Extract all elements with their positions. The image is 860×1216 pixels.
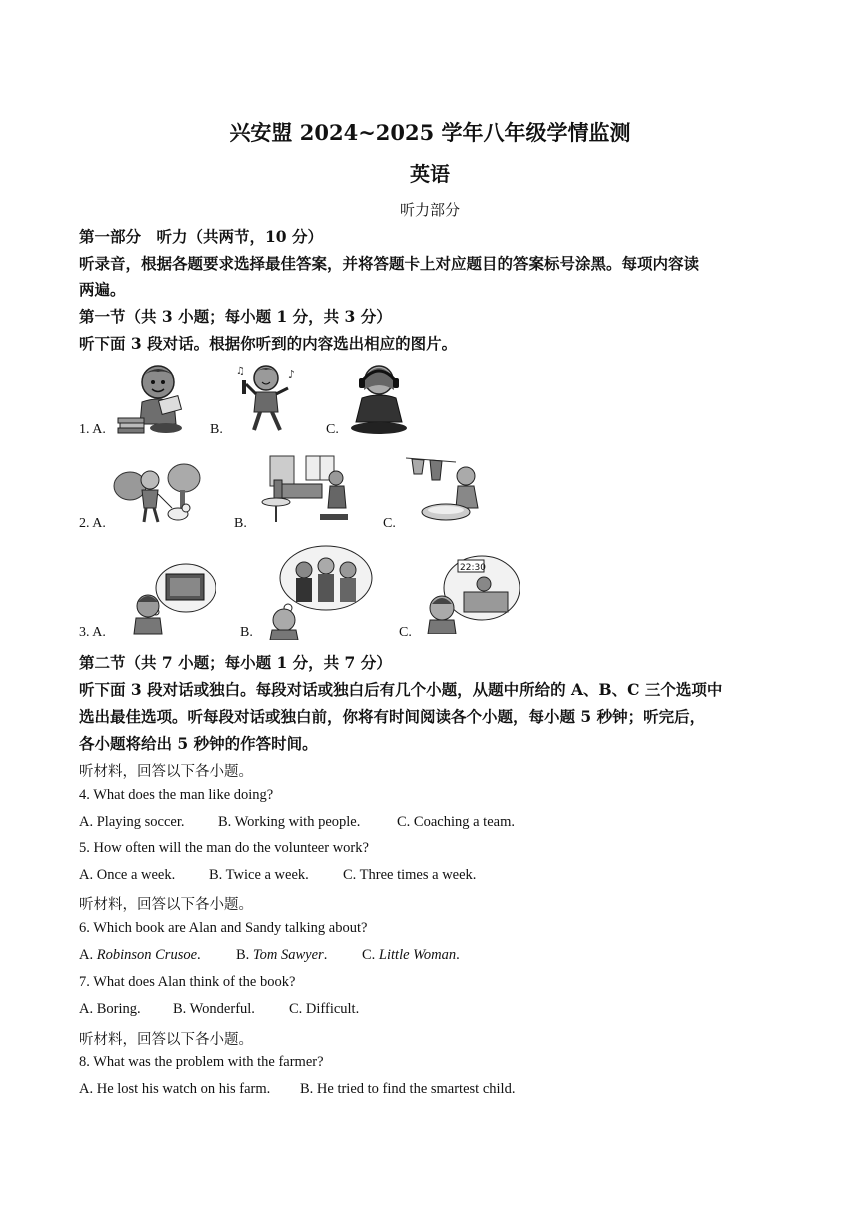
q6-option-b-period: . xyxy=(323,947,328,963)
girl-washing-clothes-picture[interactable] xyxy=(406,452,488,526)
subject-title: 英语 xyxy=(410,162,450,186)
part1-instruction-line2: 两遍。 xyxy=(79,280,126,299)
boy-singing-picture[interactable] xyxy=(232,362,304,434)
q6-option-a-title: Robinson Crusoe xyxy=(96,947,198,963)
section2-instruction-line1: 听下面 3 段对话或独白。每段对话或独白后有几个小题，从题中所给的 A、B、C 三个选项中 xyxy=(79,680,723,699)
girl-walking-dog-picture[interactable] xyxy=(112,456,202,526)
section2-instruction-line3: 各小题将给出 5 秒钟的作答时间。 xyxy=(79,734,318,753)
q7-option-c[interactable]: C. Difficult. xyxy=(289,1001,360,1017)
page-title: 兴安盟 2024~2025 学年八年级学情监测 xyxy=(229,120,631,145)
part1-instruction-line1: 听录音，根据各题要求选择最佳答案，并将答题卡上对应题目的答案标号涂黑。每项内容读 xyxy=(79,254,700,273)
q2-label-a: 2. A. xyxy=(79,516,106,531)
girl-cleaning-room-picture[interactable] xyxy=(256,454,356,526)
q5-stem: 5. How often will the man do the volunteer work? xyxy=(79,840,369,856)
material-prompt-3: 听材料，回答以下各小题。 xyxy=(79,1032,253,1048)
q2-label-b: B. xyxy=(234,516,247,531)
q5-option-a[interactable]: A. Once a week. xyxy=(79,867,176,883)
q5-option-b[interactable]: B. Twice a week. xyxy=(209,867,309,883)
q6-option-a[interactable] xyxy=(79,947,201,964)
q6-option-c-prefix: C. xyxy=(362,947,379,963)
q7-stem: 7. What does Alan think of the book? xyxy=(79,974,296,990)
boy-thinking-tv-picture[interactable] xyxy=(126,562,216,636)
q1-label-c: C. xyxy=(326,422,339,437)
section1-instruction: 听下面 3 段对话。根据你听到的内容选出相应的图片。 xyxy=(79,334,458,353)
q4-option-a[interactable]: A. Playing soccer. xyxy=(79,814,185,830)
svg-text:♪: ♪ xyxy=(288,368,296,381)
part-name: 听力部分 xyxy=(399,201,460,219)
q6-option-b-prefix: B. xyxy=(236,947,253,963)
material-prompt-2: 听材料，回答以下各小题。 xyxy=(79,897,253,913)
boy-reading-picture[interactable] xyxy=(116,362,196,434)
q7-option-b[interactable]: B. Wonderful. xyxy=(173,1001,255,1017)
q4-stem: 4. What does the man like doing? xyxy=(79,787,274,803)
q6-option-c[interactable] xyxy=(362,947,460,964)
q6-option-b-title: Tom Sawyer xyxy=(252,947,324,963)
q5-option-c[interactable]: C. Three times a week. xyxy=(343,867,477,883)
svg-text:♫: ♫ xyxy=(236,366,245,377)
q6-option-c-title: Little Woman xyxy=(378,947,457,963)
boy-thinking-homework-picture[interactable] xyxy=(424,552,520,634)
section2-heading: 第二节（共 7 小题；每小题 1 分，共 7 分） xyxy=(79,653,392,672)
boy-thinking-family-picture[interactable] xyxy=(264,544,374,640)
q3-label-a: 3. A. xyxy=(79,625,106,640)
q8-option-b[interactable]: B. He tried to find the smartest child. xyxy=(300,1081,516,1097)
q6-stem: 6. Which book are Alan and Sandy talking about? xyxy=(79,920,368,936)
q8-stem: 8. What was the problem with the farmer? xyxy=(79,1054,324,1070)
q2-label-c: C. xyxy=(383,516,396,531)
q4-option-b[interactable]: B. Working with people. xyxy=(218,814,361,830)
clock-text: 22:30 xyxy=(460,563,486,573)
q8-option-a[interactable]: A. He lost his watch on his farm. xyxy=(79,1081,271,1097)
q6-option-b[interactable] xyxy=(236,947,327,964)
q3-label-c: C. xyxy=(399,625,412,640)
q1-label-b: B. xyxy=(210,422,223,437)
q7-option-a[interactable]: A. Boring. xyxy=(79,1001,141,1017)
part1-heading: 第一部分 听力（共两节，10 分） xyxy=(79,227,323,246)
q6-option-c-period: . xyxy=(456,947,460,963)
q3-label-b: B. xyxy=(240,625,253,640)
section1-heading: 第一节（共 3 小题；每小题 1 分，共 3 分） xyxy=(79,307,392,326)
girl-headphones-picture[interactable] xyxy=(346,360,412,436)
q6-option-a-period: . xyxy=(197,947,201,963)
material-prompt-1: 听材料，回答以下各小题。 xyxy=(79,764,253,780)
q1-label-a: 1. A. xyxy=(79,422,106,437)
q6-option-a-prefix: A. xyxy=(79,947,97,963)
section2-instruction-line2: 选出最佳选项。听每段对话或独白前，你将有时间阅读各个小题，每小题 5 秒钟；听完后， xyxy=(79,707,706,726)
q4-option-c[interactable]: C. Coaching a team. xyxy=(397,814,515,830)
